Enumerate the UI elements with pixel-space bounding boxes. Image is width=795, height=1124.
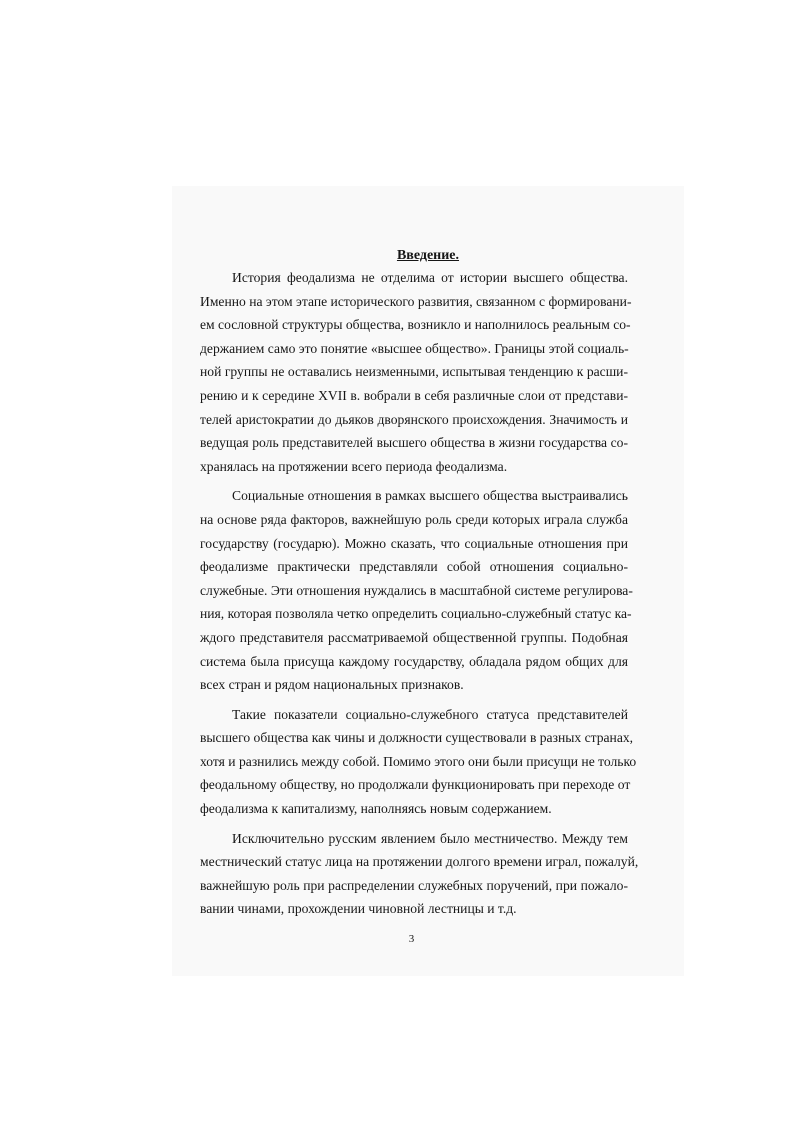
text-line: Социальные отношения в рамках высшего общества выстраивались: [232, 488, 628, 504]
text-line: служебные. Эти отношения нуждались в масштабной системе регулирова-: [200, 582, 633, 598]
text-line: местнический статус лица на протяжении долгого времени играл, пожалуй,: [200, 854, 639, 870]
paragraph-4: [200, 827, 639, 921]
text-line: государству (государю). Можно сказать, что социальные отношения при: [200, 535, 628, 551]
paragraph-3: [200, 703, 637, 821]
text-line: феодализма к капитализму, наполняясь новым содержанием.: [200, 801, 552, 817]
text-line: система была присуща каждому государству, обладала рядом общих для: [200, 653, 628, 669]
text-line: хотя и разнились между собой. Помимо этого они были присущи не только: [200, 753, 637, 769]
text-line: Именно на этом этапе исторического развития, связанном с формировани-: [200, 293, 632, 309]
text-line: феодальному обществу, но продолжали функционировать при переходе от: [200, 777, 631, 793]
text-line: важнейшую роль при распределении служебных поручений, при пожало-: [200, 877, 628, 893]
text-line: ждого представителя рассматриваемой общественной группы. Подобная: [200, 629, 628, 645]
text-line: высшего общества как чины и должности существовали в разных странах,: [200, 730, 634, 746]
text-line: рению и к середине XVII в. вобрали в себя различные слои от представи-: [200, 387, 628, 403]
text-line: держанием само это понятие «высшее общество». Границы этой социаль-: [200, 340, 629, 356]
text-line: Такие показатели социально-служебного статуса представителей: [232, 706, 628, 722]
text-line: на основе ряда факторов, важнейшую роль среди которых играла служба: [200, 511, 628, 527]
text-line: ем сословной структуры общества, возникло и наполнилось реальным со-: [200, 317, 631, 333]
paragraph-2: [200, 484, 633, 696]
page-text-block: [200, 246, 639, 927]
section-title: Введение.: [396, 248, 460, 263]
text-line: Исключительно русским явлением было местничество. Между тем: [232, 830, 628, 846]
page-number: 3: [408, 933, 415, 945]
paragraph-1: [200, 266, 632, 478]
text-line: вании чинами, прохождении чиновной лестницы и т.д.: [200, 901, 517, 917]
text-line: ведущая роль представителей высшего общества в жизни государства со-: [200, 435, 628, 451]
text-line: ной группы не оставались неизменными, испытывая тенденцию к расши-: [200, 364, 628, 380]
text-line: телей аристократии до дьяков дворянского происхождения. Значимость и: [200, 411, 628, 427]
text-line: феодализме практически представляли собой отношения социально-: [200, 559, 628, 575]
text-line: хранялась на протяжении всего периода феодализма.: [200, 458, 508, 474]
text-line: ния, которая позволяла четко определить социально-служебный статус ка-: [200, 606, 632, 622]
text-line: История феодализма не отделима от истории высшего общества.: [232, 270, 628, 285]
text-line: всех стран и рядом национальных признаков.: [200, 677, 464, 693]
